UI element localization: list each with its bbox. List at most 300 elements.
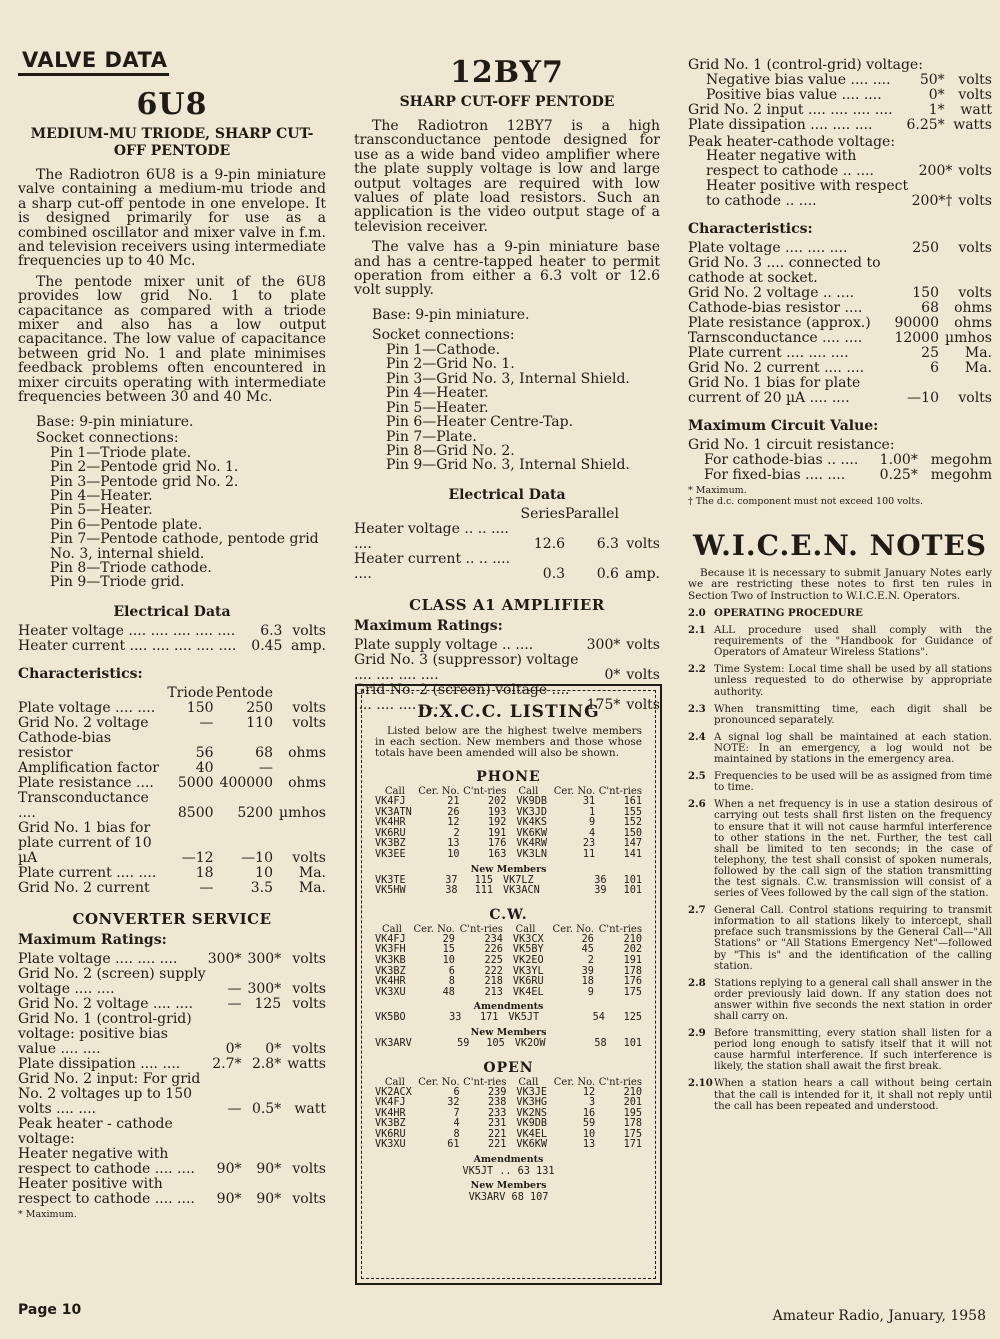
cert-number: 2 bbox=[453, 827, 460, 839]
wicen-number: 2.4 bbox=[688, 730, 706, 743]
country-count: 105 bbox=[486, 1037, 505, 1049]
table-row bbox=[688, 331, 992, 346]
pin-item: Pin 3—Grid No. 3, Internal Shield. bbox=[386, 370, 630, 387]
country-count: 141 bbox=[623, 848, 642, 860]
wicen-item bbox=[688, 704, 992, 726]
cert-number: 39 bbox=[581, 965, 594, 977]
cert-number: 8 bbox=[448, 976, 455, 988]
row-value: 12000 bbox=[894, 330, 939, 347]
table-row bbox=[688, 103, 992, 118]
call-sign: VK5BY bbox=[512, 944, 544, 956]
call-sign: VK5HW bbox=[375, 885, 406, 897]
country-count: 202 bbox=[487, 796, 507, 807]
border-dash bbox=[361, 690, 656, 691]
wicen-item bbox=[688, 978, 992, 1022]
call-sign: VK4KS bbox=[516, 817, 548, 829]
cert-number: 21 bbox=[447, 796, 460, 807]
country-count: 175 bbox=[623, 1128, 642, 1140]
row-unit: volts bbox=[292, 849, 326, 866]
row-unit: megohm bbox=[930, 451, 992, 468]
country-count: 150 bbox=[623, 827, 642, 839]
wicen-item bbox=[688, 1078, 992, 1111]
table-row bbox=[18, 761, 326, 776]
wicen-number: 2.3 bbox=[688, 702, 706, 715]
call-sign: VK2OW bbox=[514, 1037, 546, 1049]
row-unit: volts bbox=[958, 86, 992, 103]
cert-number: 11 bbox=[582, 848, 596, 860]
country-count: 155 bbox=[623, 806, 642, 818]
max-ratings-heading: Maximum Ratings: bbox=[354, 617, 503, 634]
dxcc-header-row bbox=[375, 1078, 642, 1088]
country-count: 101 bbox=[623, 874, 642, 886]
country-count: 202 bbox=[623, 944, 642, 956]
wicen-item bbox=[688, 664, 992, 697]
cert-number: 10 bbox=[447, 848, 460, 860]
row-unit: µmhos bbox=[278, 804, 326, 821]
row-label: Grid No. 2 input .... .... .... .... bbox=[688, 101, 893, 118]
row-unit: volts bbox=[292, 1190, 326, 1207]
row-value: 150 bbox=[186, 699, 214, 716]
pin-list bbox=[18, 446, 326, 590]
column-header: Series bbox=[520, 505, 566, 522]
country-count: 176 bbox=[623, 976, 642, 988]
row-value: 0.25* bbox=[879, 466, 918, 483]
row-label: Grid No. 1 bias for plate current of 20 µA .... .... bbox=[688, 375, 861, 407]
characteristics-heading: Characteristics: bbox=[688, 221, 813, 238]
call-sign: VK3TE bbox=[375, 874, 406, 886]
call-sign: VK6KW bbox=[516, 1139, 548, 1151]
column-6u8 bbox=[18, 88, 326, 1220]
row-label: Grid No. 1 bias for plate current of 10 µA bbox=[18, 819, 152, 866]
country-count: 221 bbox=[487, 1139, 507, 1151]
electrical-data-table bbox=[354, 507, 660, 582]
wicen-item bbox=[688, 732, 992, 765]
dxcc-row bbox=[375, 977, 642, 988]
ratings-table bbox=[688, 73, 992, 133]
cert-number: 4 bbox=[453, 1118, 460, 1130]
cert-number: 31 bbox=[582, 796, 596, 807]
column-header: Call bbox=[384, 786, 405, 797]
row-value: 2.8* bbox=[251, 1055, 282, 1072]
row-unit: Ma. bbox=[964, 345, 992, 362]
paragraph: The Radiotron 6U8 is a 9-pin miniature valve containing a medium-mu triode and a sharp cut-off pentode in one envelope. It is designed primarily for use as a combined oscillator and mixer valve in f.m. and television receivers using intermediate frequencies up to 40 Mc. bbox=[18, 167, 326, 270]
row-label: Grid No. 2 current .... .... bbox=[688, 360, 865, 377]
call-sign: VK5JT bbox=[508, 1012, 540, 1024]
phone-heading: PHONE bbox=[476, 769, 541, 785]
dxcc-row bbox=[375, 1109, 642, 1120]
row-value: 90* bbox=[216, 1160, 242, 1177]
cert-number: 38 bbox=[445, 885, 458, 897]
cw-heading: C.W. bbox=[489, 906, 528, 923]
header-blank bbox=[18, 686, 167, 701]
table-row bbox=[18, 997, 326, 1012]
table-row bbox=[354, 522, 660, 552]
table-row bbox=[18, 821, 326, 866]
wicen-item bbox=[688, 771, 992, 793]
row-label: Plate dissipation .... .... bbox=[18, 1055, 181, 1072]
row-value: 300* bbox=[586, 636, 621, 653]
call-sign: VK9DB bbox=[516, 1118, 548, 1130]
dxcc-row bbox=[375, 797, 642, 808]
country-count: 239 bbox=[487, 1086, 507, 1098]
header-blank bbox=[619, 507, 660, 522]
call-sign: VK4EL bbox=[512, 986, 544, 998]
row-value: 300* bbox=[207, 950, 242, 967]
characteristics-heading: Characteristics: bbox=[18, 665, 143, 682]
call-sign: VK3EE bbox=[375, 848, 406, 860]
dxcc-row bbox=[375, 1039, 642, 1050]
socket-heading: Socket connections: bbox=[372, 327, 515, 344]
open-heading: OPEN bbox=[483, 1059, 534, 1076]
row-value: —10 bbox=[241, 849, 273, 866]
row-unit: volts bbox=[626, 696, 660, 713]
wicen-number: 2.9 bbox=[688, 1027, 706, 1040]
country-count: 115 bbox=[474, 874, 493, 886]
valve-title-12by7: 12BY7 bbox=[450, 55, 564, 90]
row-value: — bbox=[227, 995, 242, 1012]
call-sign: VK3BZ bbox=[375, 1118, 406, 1130]
row-value: 12.6 bbox=[533, 535, 566, 552]
row-label: For cathode-bias .. .... bbox=[704, 451, 859, 468]
country-count: 191 bbox=[623, 954, 642, 966]
row-value: 0.5* bbox=[251, 1100, 282, 1117]
dxcc-row bbox=[375, 1140, 642, 1151]
base-info: Base: 9-pin miniature. bbox=[372, 306, 530, 323]
dxcc-header-row bbox=[375, 787, 642, 797]
peak-table bbox=[688, 149, 992, 209]
row-unit: volts bbox=[958, 240, 992, 257]
cert-number: 48 bbox=[442, 986, 455, 998]
max-ratings-heading: Maximum Ratings: bbox=[18, 931, 167, 948]
call-sign: VK6RU bbox=[512, 976, 544, 988]
converter-service-heading: CONVERTER SERVICE bbox=[72, 909, 272, 928]
wicen-text: Stations replying to a general call shall answer in the order previously laid down. If any station does not answer within five seconds the next station in order shall carry on. bbox=[714, 977, 992, 1022]
table-row bbox=[18, 1147, 326, 1177]
row-label: Positive bias value .... .... bbox=[706, 86, 882, 103]
call-sign: VK6KW bbox=[516, 827, 548, 839]
row-label: Grid No. 2 (screen) voltage .... .... .... .... .... bbox=[354, 681, 570, 713]
cert-number: 10 bbox=[582, 1128, 596, 1140]
header-blank bbox=[273, 686, 326, 701]
wicen-number: 2.0 bbox=[688, 607, 706, 619]
wicen-text: Frequencies to be used will be as assigned from time to time. bbox=[714, 771, 992, 794]
row-unit: volts bbox=[292, 699, 326, 716]
amendments-heading: Amendments bbox=[473, 1154, 544, 1166]
table-row bbox=[18, 1057, 326, 1072]
row-label: Plate resistance .... bbox=[18, 774, 154, 791]
wicen-intro: Because it is necessary to submit January Notes early we are restricting these notes to first ten rules in Section Two of Instruction to W.I.C.E.N. Operators. bbox=[688, 566, 992, 602]
table-row bbox=[688, 453, 992, 468]
country-count: 178 bbox=[623, 1118, 642, 1130]
max-circuit-table bbox=[688, 453, 992, 483]
footnote: * Maximum. bbox=[688, 484, 747, 496]
wicen-number: 2.8 bbox=[688, 976, 706, 989]
electrical-data-heading: Electrical Data bbox=[113, 603, 231, 620]
cert-number: 2 bbox=[587, 954, 594, 966]
pin-list bbox=[354, 343, 660, 473]
cert-number: 59 bbox=[457, 1037, 470, 1049]
column-header: Call bbox=[515, 923, 536, 935]
cert-number: 23 bbox=[582, 838, 596, 850]
amendments-heading: Amendments bbox=[473, 1001, 544, 1013]
table-row bbox=[18, 776, 326, 791]
column-header: C'nt-ries bbox=[463, 1076, 507, 1088]
table-header-row bbox=[18, 686, 326, 701]
pin-item: Pin 4—Heater. bbox=[50, 487, 153, 504]
country-count: 125 bbox=[623, 1012, 642, 1024]
country-count: 231 bbox=[487, 1118, 507, 1130]
table-row bbox=[688, 468, 992, 483]
wicen-text: OPERATING PROCEDURE bbox=[714, 607, 863, 619]
new-members-heading: New Members bbox=[470, 1180, 547, 1192]
row-value: 175* bbox=[586, 696, 621, 713]
row-value: 90* bbox=[256, 1190, 282, 1207]
row-value: 10 bbox=[255, 864, 273, 881]
cert-number: 26 bbox=[447, 806, 460, 818]
column-header: Cer. No. bbox=[553, 786, 596, 797]
call-sign: VK3LN bbox=[516, 848, 548, 860]
valve-title-6u8: 6U8 bbox=[136, 87, 208, 122]
row-value: 68 bbox=[255, 744, 273, 761]
column-header: C'nt-ries bbox=[459, 923, 503, 935]
cert-number: 39 bbox=[594, 885, 607, 897]
row-label: Tarnsconductance .... .... bbox=[688, 330, 863, 347]
column-header: Pentode bbox=[215, 684, 273, 701]
row-label: Transconductance .... bbox=[18, 789, 149, 821]
border-dash bbox=[361, 690, 362, 1279]
row-unit: watts bbox=[287, 1055, 326, 1072]
valve-subtitle-12by7: SHARP CUT-OFF PENTODE bbox=[399, 94, 615, 110]
call-sign: VK3CX bbox=[512, 933, 544, 945]
table-row bbox=[18, 1177, 326, 1207]
row-unit: watts bbox=[953, 116, 992, 133]
pin-item: Pin 1—Cathode. bbox=[386, 342, 501, 359]
country-count: 210 bbox=[623, 1086, 642, 1098]
row-unit: ohms bbox=[288, 774, 326, 791]
row-value: 110 bbox=[246, 714, 273, 731]
table-row bbox=[18, 639, 326, 654]
new-members-heading: New Members bbox=[470, 1026, 547, 1038]
paragraph: The pentode mixer unit of the 6U8 provides low grid No. 1 to plate capacitance as compared with a triode mixer and also has a low output capacitance. The low value of capacitance between grid No. 1 and plate minimises feedback problems often encountered in mixer circuits operating with intermediate frequencies between 30 and 40 Mc. bbox=[18, 273, 326, 406]
table-row bbox=[18, 624, 326, 639]
row-value: 6.25* bbox=[906, 116, 945, 133]
paragraph: The valve has a 9-pin miniature base and has a centre-tapped heater to permit operation from either a 6.3 volt or 12.6 volt supply. bbox=[354, 239, 660, 299]
row-value: 0* bbox=[265, 1040, 282, 1057]
wicen-text: General Call. Control stations requiring to transmit information to all stations likely to intercept, shall preface such transmissions by the General Call—"All Stations" or "All Stations Emergency Net"—followed by "This is" and the identification of the calling station. bbox=[714, 905, 992, 972]
row-unit: volts bbox=[958, 71, 992, 88]
row-unit: volts bbox=[292, 1160, 326, 1177]
cert-number: 59 bbox=[582, 1118, 596, 1130]
call-sign: VK3ACN bbox=[502, 885, 540, 897]
row-value: 56 bbox=[195, 744, 214, 761]
row-value: 40 bbox=[195, 759, 214, 776]
row-unit: volts bbox=[292, 995, 326, 1012]
column-header: C'nt-ries bbox=[463, 786, 507, 797]
row-label: Plate voltage .... .... .... bbox=[18, 950, 178, 967]
table-row bbox=[18, 731, 326, 761]
cert-number: 12 bbox=[582, 1086, 596, 1098]
table-row bbox=[18, 952, 326, 967]
country-count: 225 bbox=[484, 954, 503, 966]
characteristics-table bbox=[688, 241, 992, 406]
dxcc-row bbox=[375, 829, 642, 840]
country-count: 238 bbox=[487, 1097, 507, 1109]
dxcc-row bbox=[375, 1130, 642, 1141]
row-value bbox=[894, 256, 939, 286]
row-unit: Ma. bbox=[298, 864, 326, 881]
wicen-text: Before transmitting, every station shall listen for a period long enough to satisfy itself that it will not cause harmful interference. If such interference is likely, the station shall await the first break. bbox=[714, 1028, 992, 1073]
country-count: 101 bbox=[623, 885, 642, 897]
row-label: Negative bias value .... .... bbox=[706, 71, 891, 88]
table-row bbox=[18, 866, 326, 881]
valve-subtitle-6u8: MEDIUM-MU TRIODE, SHARP CUT-OFF PENTODE bbox=[30, 126, 314, 159]
pin-item: Pin 7—Plate. bbox=[386, 428, 477, 445]
row-label: Heater positive with respect to cathode .... .... bbox=[18, 1175, 195, 1207]
row-unit: volts bbox=[292, 980, 326, 997]
cert-number: 18 bbox=[581, 976, 594, 988]
column-header: Cer. No. bbox=[553, 1076, 596, 1088]
row-value: 400000 bbox=[219, 774, 273, 791]
cert-number: 15 bbox=[442, 944, 455, 956]
row-unit: volts bbox=[958, 390, 992, 407]
row-value: —10 bbox=[907, 390, 939, 407]
wicen-text: A signal log shall be maintained at each station. NOTE: In an emergency, a log would not be maintained by stations in the emergency area. bbox=[714, 731, 992, 766]
dxcc-row bbox=[375, 988, 642, 999]
row-label: Plate dissipation .... .... .... bbox=[688, 116, 873, 133]
max-circuit-heading: Maximum Circuit Value: bbox=[688, 418, 879, 435]
column-header: Call bbox=[518, 1076, 539, 1088]
wicen-number: 2.10 bbox=[688, 1077, 713, 1090]
call-sign: VK3BZ bbox=[375, 965, 406, 977]
call-sign: VK3JD bbox=[516, 806, 548, 818]
cw-table bbox=[375, 925, 642, 999]
cert-number: 54 bbox=[592, 1012, 605, 1024]
page-number: Page 10 bbox=[18, 1302, 82, 1318]
border-dash bbox=[655, 690, 656, 1279]
column-header: Cer. No. bbox=[418, 786, 460, 797]
row-unit: volts bbox=[958, 285, 992, 302]
phone-table bbox=[375, 787, 642, 861]
dxcc-row bbox=[375, 956, 642, 967]
row-unit: watt bbox=[960, 101, 992, 118]
cert-number: 32 bbox=[447, 1097, 460, 1109]
base-info: Base: 9-pin miniature. bbox=[36, 413, 194, 430]
row-value bbox=[241, 1117, 281, 1147]
grid1-resistance-heading: Grid No. 1 circuit resistance: bbox=[688, 437, 895, 454]
call-sign: VK3ATN bbox=[375, 806, 412, 818]
row-value: 8500 bbox=[177, 804, 214, 821]
row-value: — bbox=[227, 980, 242, 997]
wicen-number: 2.1 bbox=[688, 624, 706, 637]
row-label: Heater positive with respect to cathode .. .... bbox=[706, 178, 909, 210]
dxcc-intro: Listed below are the highest twelve members in each section. New members and those whose totals have been amended will also be shown. bbox=[375, 725, 642, 759]
row-unit: volts bbox=[292, 950, 326, 967]
wicen-item bbox=[688, 625, 992, 658]
wicen-item bbox=[688, 799, 992, 899]
row-label: Heater negative with respect to cathode .... .... bbox=[18, 1145, 195, 1177]
pin-item: Pin 8—Triode cathode. bbox=[50, 559, 212, 576]
row-unit: amp. bbox=[624, 565, 660, 582]
row-value: — bbox=[199, 879, 214, 896]
row-label: Grid No. 2 voltage .. .... bbox=[688, 285, 855, 302]
pin-item: Pin 2—Pentode grid No. 1. bbox=[50, 459, 239, 476]
row-value: 250 bbox=[912, 240, 939, 257]
table-row bbox=[688, 316, 992, 331]
cert-number: 13 bbox=[582, 1139, 596, 1151]
pin-item: Pin 8—Grid No. 2. bbox=[386, 442, 515, 459]
wicen-text: When transmitting time, each digit shall be pronounced separately. bbox=[714, 703, 992, 726]
cert-number: 36 bbox=[594, 874, 607, 886]
table-row bbox=[688, 361, 992, 376]
table-header-row bbox=[354, 507, 660, 522]
open-amend-entry: VK5JT .. 63 131 bbox=[462, 1166, 555, 1178]
row-value: 0.45 bbox=[251, 637, 283, 654]
cert-number: 8 bbox=[453, 1128, 460, 1140]
cert-number: 45 bbox=[581, 944, 594, 956]
country-count: 111 bbox=[474, 885, 493, 897]
row-value bbox=[208, 1117, 242, 1147]
wicen-text: When a station hears a call without being certain that the call is intended for it, it shall not reply until the call has been repeated and understood. bbox=[714, 1078, 992, 1112]
table-row bbox=[18, 967, 326, 997]
call-sign: VK3YL bbox=[512, 965, 544, 977]
row-value: 125 bbox=[254, 995, 282, 1012]
row-value: 6.3 bbox=[596, 535, 619, 552]
dxcc-row bbox=[375, 1119, 642, 1130]
wicen-number: 2.5 bbox=[688, 770, 706, 783]
row-label: Plate current .... .... bbox=[18, 864, 157, 881]
wicen-list bbox=[688, 608, 992, 1112]
country-count: 222 bbox=[484, 965, 503, 977]
row-unit: volts bbox=[626, 666, 660, 683]
phone-new-table bbox=[375, 876, 642, 897]
electrical-data-heading: Electrical Data bbox=[448, 486, 566, 503]
call-sign: VK4HR bbox=[375, 976, 406, 988]
table-row bbox=[18, 1072, 326, 1117]
column-header: Cer. No. bbox=[413, 923, 455, 935]
table-row bbox=[688, 149, 992, 179]
call-sign: VK7LZ bbox=[502, 874, 534, 886]
row-value: 150 bbox=[912, 285, 939, 302]
table-row bbox=[18, 716, 326, 731]
row-value: 3.5 bbox=[250, 879, 273, 896]
country-count: 195 bbox=[623, 1107, 642, 1119]
call-sign: VK3BZ bbox=[375, 838, 406, 850]
row-value: — bbox=[227, 1100, 242, 1117]
dxcc-row bbox=[375, 1088, 642, 1099]
row-unit: volts bbox=[958, 193, 992, 210]
pin-item: Pin 1—Triode plate. bbox=[50, 444, 192, 461]
wicen-title: W.I.C.E.N. NOTES bbox=[693, 528, 987, 562]
country-count: 234 bbox=[484, 933, 503, 945]
paragraph: The Radiotron 12BY7 is a high transconductance pentode designed for use as a wide band video amplifier where the plate supply voltage is low and large output voltages are required with low values of plate load resistors. Such an application is the video output stage of a television receiver. bbox=[354, 118, 660, 235]
cert-number: 7 bbox=[453, 1107, 460, 1119]
country-count: 178 bbox=[623, 965, 642, 977]
header-blank bbox=[354, 507, 521, 522]
column-header: Cer. No. bbox=[552, 923, 594, 935]
column-header: C'nt-ries bbox=[598, 923, 642, 935]
row-value: — bbox=[199, 714, 214, 731]
cert-number: 12 bbox=[447, 817, 460, 829]
country-count: 171 bbox=[623, 1139, 642, 1151]
cert-number: 16 bbox=[582, 1107, 596, 1119]
dxcc-row bbox=[375, 967, 642, 978]
table-row bbox=[688, 88, 992, 103]
column-12by7 bbox=[354, 56, 660, 713]
country-count: 193 bbox=[487, 806, 507, 818]
pin-item: Pin 4—Heater. bbox=[386, 385, 489, 402]
row-value: 1* bbox=[928, 101, 945, 118]
row-value: 0* bbox=[225, 1040, 242, 1057]
